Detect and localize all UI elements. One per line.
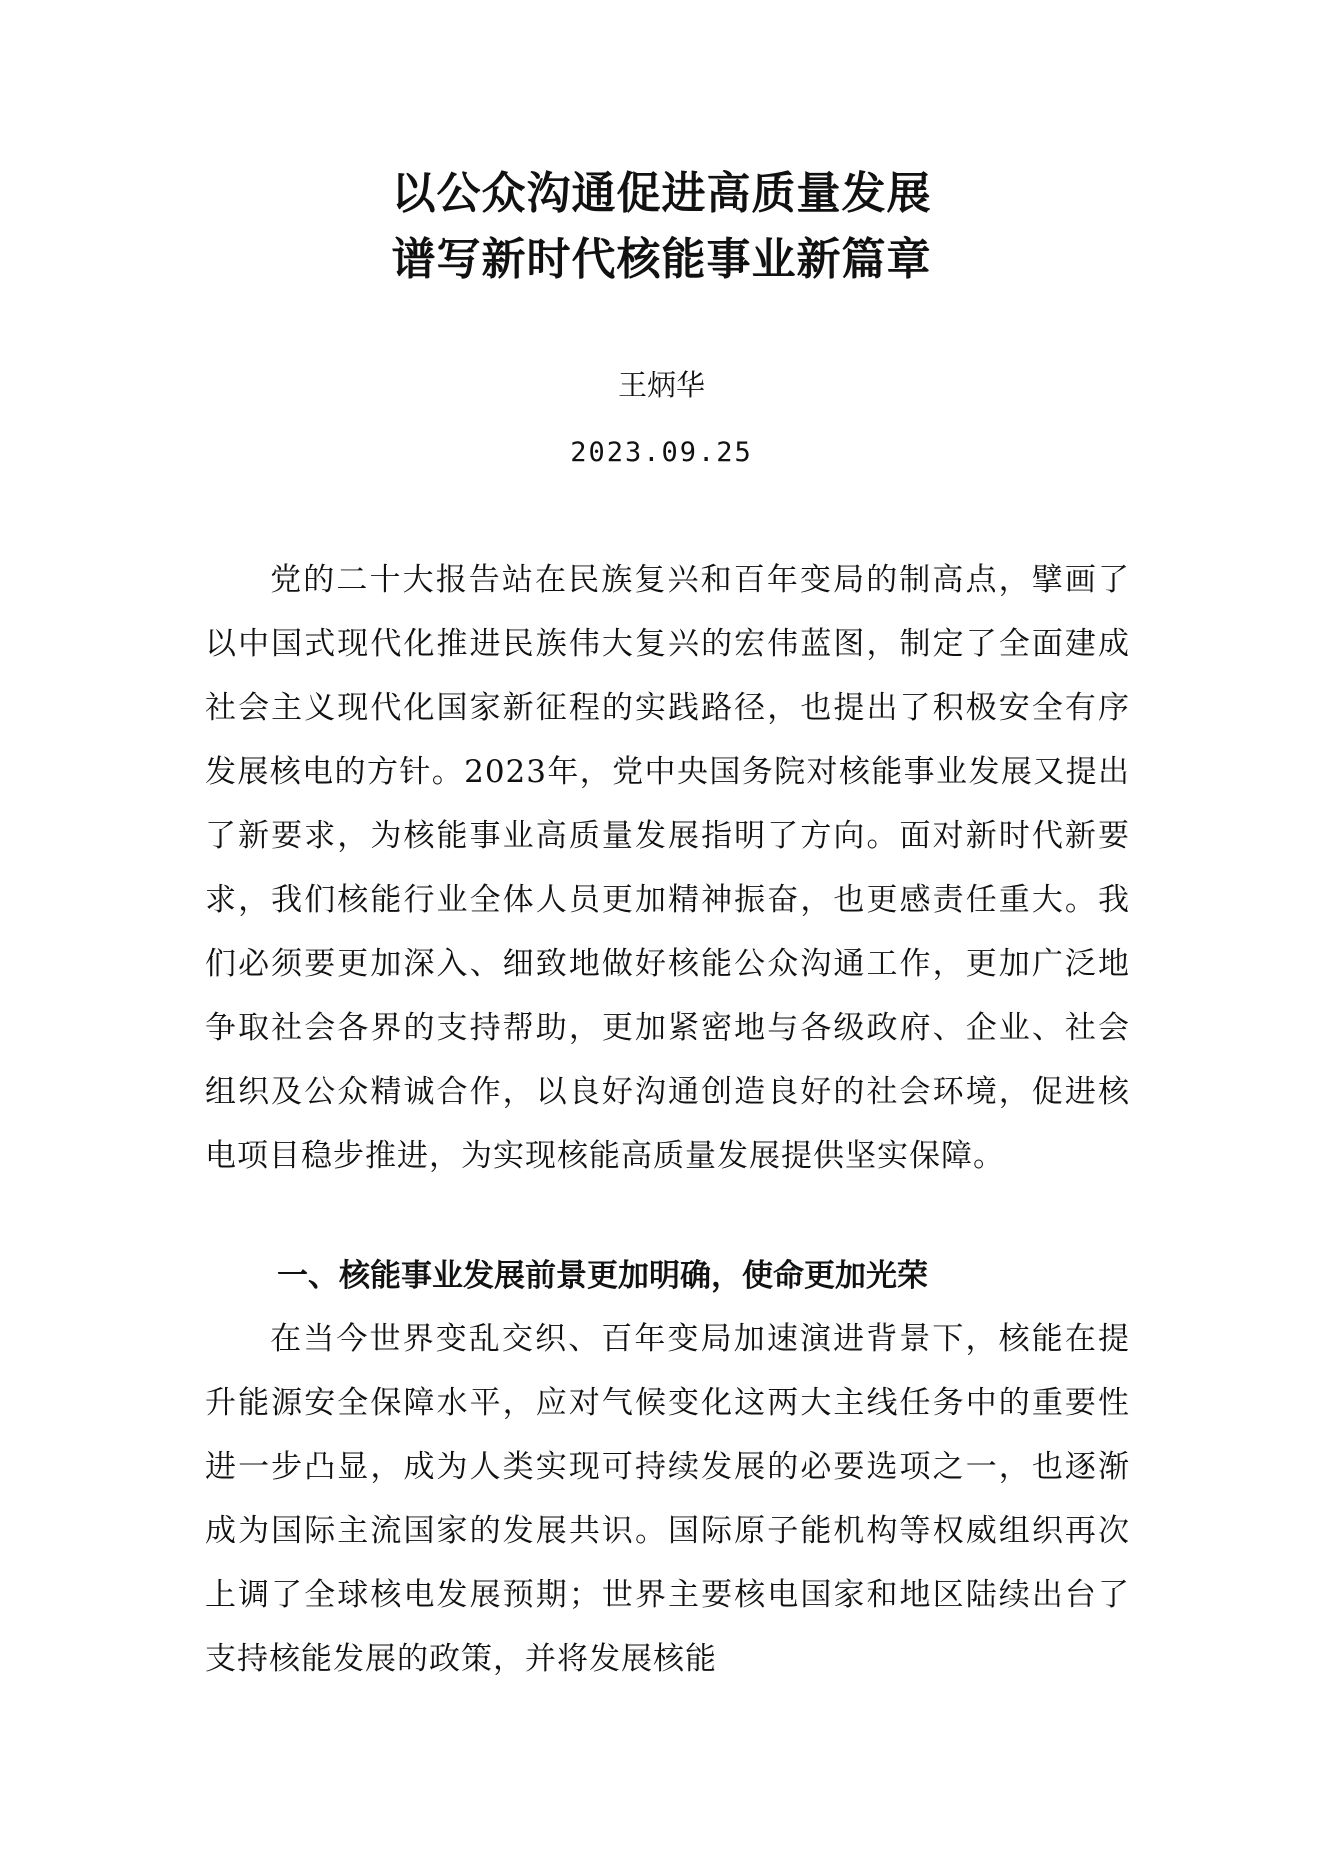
body-paragraph-1-text: 党的二十大报告站在民族复兴和百年变局的制高点，擘画了以中国式现代化推进民族伟大复兴的宏伟蓝图，制定了全面建成社会主义现代化国家新征程的实践路径，也提出了积极安全有序发展核电的方针。2023年，党中央国务院对核能事业发展又提出了新要求，为核能事业高质量发展指明了方向。面对新时代新要求，我们核能行业全体人员更加精神振奋，也更感责任重大。我们必须要更加深入、细致地做好核能公众沟通工作，更加广泛地争取社会各界的支持帮助，更加紧密地与各级政府、企业、社会组织及公众精诚合作，以良好沟通创造良好的社会环境，促进核电项目稳步推进，为实现核能高质量发展提供坚实保障。	[205, 562, 1130, 1174]
publication-date: 2023.09.25	[570, 437, 753, 468]
document-title-line-1: 以公众沟通促进高质量发展	[391, 168, 932, 219]
body-paragraph-2-text: 在当今世界变乱交织、百年变局加速演进背景下，核能在提升能源安全保障水平，应对气候变化这两大主线任务中的重要性进一步凸显，成为人类实现可持续发展的必要选项之一，也逐渐成为国际主流国家的发展共识。国际原子能机构等权威组织再次上调了全球核电发展预期；世界主要核电国家和地区陆续出台了支持核能发展的政策，并将发展核能	[205, 1321, 1130, 1677]
author-name: 王炳华	[617, 368, 705, 402]
section-heading-1: 一、核能事业发展前景更加明确，使命更加光荣	[277, 1258, 928, 1294]
document-title-line-2: 谱写新时代核能事业新篇章	[391, 234, 932, 285]
body-paragraph-1	[205, 548, 1130, 1188]
body-paragraph-2	[205, 1307, 1130, 1691]
